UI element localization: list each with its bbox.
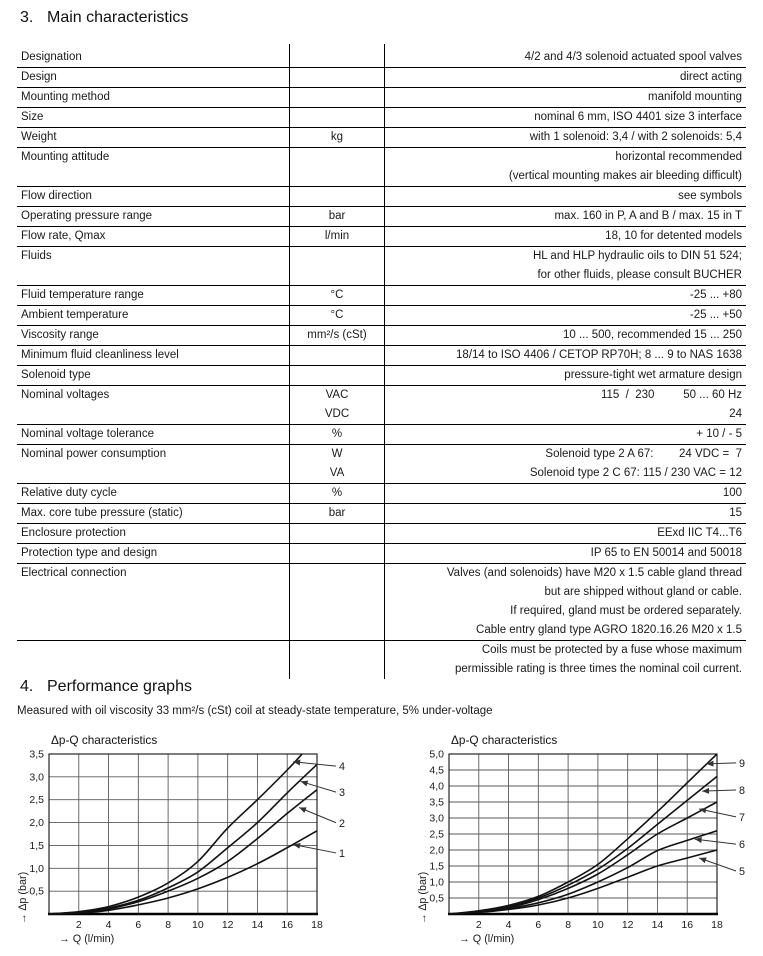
curve-label-leader-5 — [699, 858, 736, 871]
row-unit — [290, 227, 385, 247]
table-row — [17, 346, 746, 366]
x-tick-label: 2 — [75, 919, 82, 931]
row-unit — [290, 286, 385, 306]
row-label: Flow rate, Qmax — [17, 227, 290, 247]
row-label: Nominal power consumption — [17, 445, 290, 484]
performance-subtitle: Measured with oil viscosity 33 mm²/s (cSt) coil at steady-state temperature, 5% under-voltage — [17, 705, 493, 717]
row-unit — [290, 88, 385, 108]
chart-2-canvas — [417, 748, 763, 953]
table-row — [17, 207, 746, 227]
row-value — [385, 128, 747, 148]
row-unit — [290, 366, 385, 386]
row-label: Operating pressure range — [17, 207, 290, 227]
curve-label-leader-9 — [707, 763, 736, 764]
curve-label-leader-8 — [702, 790, 736, 791]
curve-label-leader-6 — [695, 839, 736, 844]
row-unit — [290, 641, 385, 680]
row-value — [385, 346, 747, 366]
row-value — [385, 187, 747, 207]
curve-label-2: 2 — [339, 817, 346, 830]
cell-line: for other fluids, please consult BUCHER — [537, 269, 742, 281]
x-tick-label: 2 — [475, 919, 482, 931]
y-axis-label: → Δp (bar) — [417, 871, 429, 924]
cell-line: but are shipped without gland or cable. — [544, 586, 742, 598]
table-row — [17, 641, 746, 680]
cell-line: IP 65 to EN 50014 and 50018 — [590, 547, 742, 559]
y-axis-label: → Δp (bar) — [17, 871, 29, 924]
x-tick-label: 18 — [311, 919, 323, 931]
cell-line: VA — [329, 467, 345, 479]
table-row — [17, 247, 746, 286]
cell-line: manifold mounting — [648, 91, 742, 103]
row-label: Protection type and design — [17, 544, 290, 564]
table-row — [17, 425, 746, 445]
table-row — [17, 187, 746, 207]
y-tick-label: 2,5 — [29, 794, 44, 807]
cell-line: 18, 10 for detented models — [605, 230, 742, 242]
cell-line: 24 — [729, 408, 742, 420]
cell-line: 10 ... 500, recommended 15 ... 250 — [562, 329, 742, 341]
y-tick-label: 3,5 — [429, 796, 444, 809]
cell-line: EExd IIC T4...T6 — [657, 527, 742, 539]
row-unit — [290, 68, 385, 88]
row-unit — [290, 247, 385, 286]
table-row — [17, 44, 746, 68]
table-row — [17, 88, 746, 108]
row-value — [385, 366, 747, 386]
curve-label-leader-7 — [699, 809, 736, 817]
row-value — [385, 425, 747, 445]
cell-line: Solenoid type 2 A 67: 24 VDC = 7 — [545, 448, 742, 460]
curve-label-3: 3 — [339, 787, 346, 800]
curve-label-leader-2 — [299, 807, 336, 822]
row-unit — [290, 544, 385, 564]
table-row — [17, 366, 746, 386]
row-value — [385, 544, 747, 564]
row-label: Mounting method — [17, 88, 290, 108]
row-unit — [290, 504, 385, 524]
cell-line: Cable entry gland type AGRO 1820.16.26 M20 x 1.5 — [476, 624, 742, 636]
cell-line: VDC — [324, 408, 350, 420]
series-curve-2 — [49, 790, 317, 914]
row-value — [385, 227, 747, 247]
row-unit — [290, 306, 385, 326]
row-unit — [290, 346, 385, 366]
cell-line: 18/14 to ISO 4406 / CETOP RP70H; 8 ... 9 to NAS 1638 — [456, 349, 742, 361]
chart-2-title: Δp-Q characteristics — [451, 733, 558, 747]
row-label: Mounting attitude — [17, 148, 290, 187]
x-tick-label: 18 — [711, 919, 723, 931]
row-value — [385, 68, 747, 88]
table-row — [17, 386, 746, 425]
cell-line: bar — [328, 507, 346, 519]
cell-line: °C — [330, 309, 344, 321]
cell-line: HL and HLP hydraulic oils to DIN 51 524; — [532, 250, 742, 262]
row-unit — [290, 524, 385, 544]
chart-svg — [17, 748, 363, 948]
cell-line: W — [331, 448, 343, 460]
cell-line: + 10 / - 5 — [696, 428, 742, 440]
row-unit — [290, 425, 385, 445]
cell-line: -25 ... +50 — [689, 309, 742, 321]
x-tick-label: 14 — [251, 919, 264, 931]
cell-line: pressure-tight wet armature design — [564, 369, 742, 381]
x-axis-label: → Q (l/min) — [59, 933, 115, 945]
row-value — [385, 148, 747, 187]
y-tick-label: 2,0 — [29, 817, 44, 830]
row-label — [17, 641, 290, 680]
row-label: Enclosure protection — [17, 524, 290, 544]
cell-line: 4/2 and 4/3 solenoid actuated spool valves — [524, 51, 742, 63]
row-value — [385, 524, 747, 544]
table-row — [17, 326, 746, 346]
row-value — [385, 326, 747, 346]
x-tick-label: 8 — [565, 919, 572, 931]
cell-line: bar — [328, 210, 346, 222]
cell-line: 100 — [722, 487, 742, 499]
row-label: Fluid temperature range — [17, 286, 290, 306]
table-row — [17, 306, 746, 326]
cell-line: 15 — [729, 507, 742, 519]
y-tick-label: 3,0 — [29, 771, 44, 784]
row-unit — [290, 128, 385, 148]
row-label: Ambient temperature — [17, 306, 290, 326]
plot-frame — [49, 754, 317, 914]
table-row — [17, 445, 746, 484]
series-curve-6 — [449, 831, 717, 914]
cell-line: mm²/s (cSt) — [307, 329, 367, 341]
x-tick-label: 6 — [135, 919, 142, 931]
curve-label-5: 5 — [739, 866, 746, 878]
row-label: Minimum fluid cleanliness level — [17, 346, 290, 366]
cell-line: Solenoid type 2 C 67: 115 / 230 VAC = 12 — [529, 467, 742, 479]
chart-svg — [417, 748, 763, 948]
y-tick-label: 0,5 — [429, 892, 444, 905]
section-3-heading — [20, 9, 188, 27]
x-tick-label: 16 — [281, 919, 294, 931]
y-tick-label: 0,5 — [29, 885, 44, 898]
x-tick-label: 12 — [621, 919, 634, 931]
row-label: Design — [17, 68, 290, 88]
row-value — [385, 108, 747, 128]
row-unit — [290, 445, 385, 484]
cell-line: % — [331, 487, 343, 499]
table-row — [17, 524, 746, 544]
table-row — [17, 564, 746, 641]
row-unit — [290, 44, 385, 68]
row-value — [385, 88, 747, 108]
row-unit — [290, 484, 385, 504]
x-tick-label: 6 — [535, 919, 542, 931]
dp-q-chart-1 — [17, 733, 363, 953]
cell-line: 115 / 230 50 ... 60 Hz — [600, 389, 742, 401]
row-label: Weight — [17, 128, 290, 148]
y-tick-label: 1,5 — [429, 860, 444, 873]
table-row — [17, 504, 746, 524]
row-label: Designation — [17, 44, 290, 68]
y-tick-label: 3,5 — [29, 748, 44, 761]
cell-line: l/min — [324, 230, 350, 242]
x-tick-label: 4 — [505, 919, 512, 931]
gridlines — [449, 754, 717, 914]
cell-line: kg — [330, 131, 344, 143]
row-value — [385, 504, 747, 524]
row-value — [385, 306, 747, 326]
section-4-heading — [20, 678, 192, 696]
section-4-title: Performance graphs — [47, 678, 192, 695]
row-value — [385, 445, 747, 484]
x-tick-label: 14 — [651, 919, 664, 931]
table-row — [17, 108, 746, 128]
cell-line: see symbols — [678, 190, 742, 202]
cell-line: °C — [330, 289, 344, 301]
curve-label-6: 6 — [739, 839, 746, 852]
cell-line: nominal 6 mm, ISO 4401 size 3 interface — [534, 111, 742, 123]
cell-line: direct acting — [679, 71, 742, 83]
row-label: Max. core tube pressure (static) — [17, 504, 290, 524]
row-unit — [290, 148, 385, 187]
table-row — [17, 128, 746, 148]
x-tick-label: 16 — [681, 919, 694, 931]
table-row — [17, 484, 746, 504]
row-value — [385, 386, 747, 425]
row-value — [385, 564, 747, 641]
curve-label-4: 4 — [339, 761, 346, 774]
y-tick-label: 1,5 — [29, 839, 44, 852]
row-value — [385, 484, 747, 504]
x-axis-label: → Q (l/min) — [459, 933, 515, 945]
curve-label-1: 1 — [339, 847, 346, 860]
table-row — [17, 544, 746, 564]
y-tick-label: 1,0 — [29, 862, 44, 875]
section-3-number: 3. — [20, 9, 34, 26]
cell-line: (vertical mounting makes air bleeding difficult) — [508, 170, 742, 182]
y-tick-label: 2,0 — [429, 844, 444, 857]
chart-1-canvas — [17, 748, 363, 953]
cell-line: permissible rating is three times the nominal coil current. — [455, 663, 742, 675]
curve-label-7: 7 — [739, 811, 746, 824]
y-tick-label: 3,0 — [429, 812, 444, 825]
row-label: Solenoid type — [17, 366, 290, 386]
row-label: Relative duty cycle — [17, 484, 290, 504]
cell-line: max. 160 in P, A and B / max. 15 in T — [554, 210, 742, 222]
y-tick-label: 4,0 — [429, 780, 444, 793]
table-row — [17, 148, 746, 187]
characteristics-table-body — [17, 44, 746, 679]
x-tick-label: 10 — [192, 919, 204, 931]
curve-label-9: 9 — [739, 757, 746, 770]
characteristics-table — [17, 44, 746, 679]
cell-line: If required, gland must be ordered separately. — [510, 605, 742, 617]
row-value — [385, 247, 747, 286]
row-value — [385, 207, 747, 227]
section-3-title: Main characteristics — [47, 9, 189, 26]
row-unit — [290, 207, 385, 227]
row-value — [385, 44, 747, 68]
row-value — [385, 641, 747, 680]
x-tick-label: 12 — [221, 919, 234, 931]
gridlines — [49, 754, 317, 914]
x-tick-label: 4 — [105, 919, 112, 931]
series-curve-7 — [449, 802, 717, 914]
cell-line: Valves (and solenoids) have M20 x 1.5 cable gland thread — [446, 567, 742, 579]
row-unit — [290, 386, 385, 425]
row-unit — [290, 108, 385, 128]
row-unit — [290, 326, 385, 346]
table-row — [17, 227, 746, 247]
row-label: Flow direction — [17, 187, 290, 207]
table-row — [17, 286, 746, 306]
curve-label-leader-3 — [301, 781, 336, 792]
row-label: Viscosity range — [17, 326, 290, 346]
row-label: Fluids — [17, 247, 290, 286]
curve-label-8: 8 — [739, 785, 746, 798]
cell-line: -25 ... +80 — [689, 289, 742, 301]
x-tick-label: 8 — [165, 919, 172, 931]
row-unit — [290, 187, 385, 207]
x-tick-label: 10 — [592, 919, 604, 931]
dp-q-chart-2 — [417, 733, 763, 953]
section-4-number: 4. — [20, 678, 34, 695]
y-tick-label: 5,0 — [429, 748, 444, 761]
curve-label-leader-4 — [293, 762, 336, 766]
cell-line: horizontal recommended — [615, 151, 742, 163]
y-tick-label: 2,5 — [429, 828, 444, 841]
cell-line: with 1 solenoid: 3,4 / with 2 solenoids: 5,4 — [529, 131, 742, 143]
row-unit — [290, 564, 385, 641]
y-tick-label: 4,5 — [429, 764, 444, 777]
chart-1-title: Δp-Q characteristics — [51, 733, 158, 747]
table-row — [17, 68, 746, 88]
cell-line: % — [331, 428, 343, 440]
row-label: Nominal voltages — [17, 386, 290, 425]
y-tick-label: 1,0 — [429, 876, 444, 889]
cell-line: Coils must be protected by a fuse whose maximum — [481, 644, 742, 656]
row-label: Nominal voltage tolerance — [17, 425, 290, 445]
row-value — [385, 286, 747, 306]
cell-line: VAC — [325, 389, 349, 401]
row-label: Electrical connection — [17, 564, 290, 641]
row-label: Size — [17, 108, 290, 128]
